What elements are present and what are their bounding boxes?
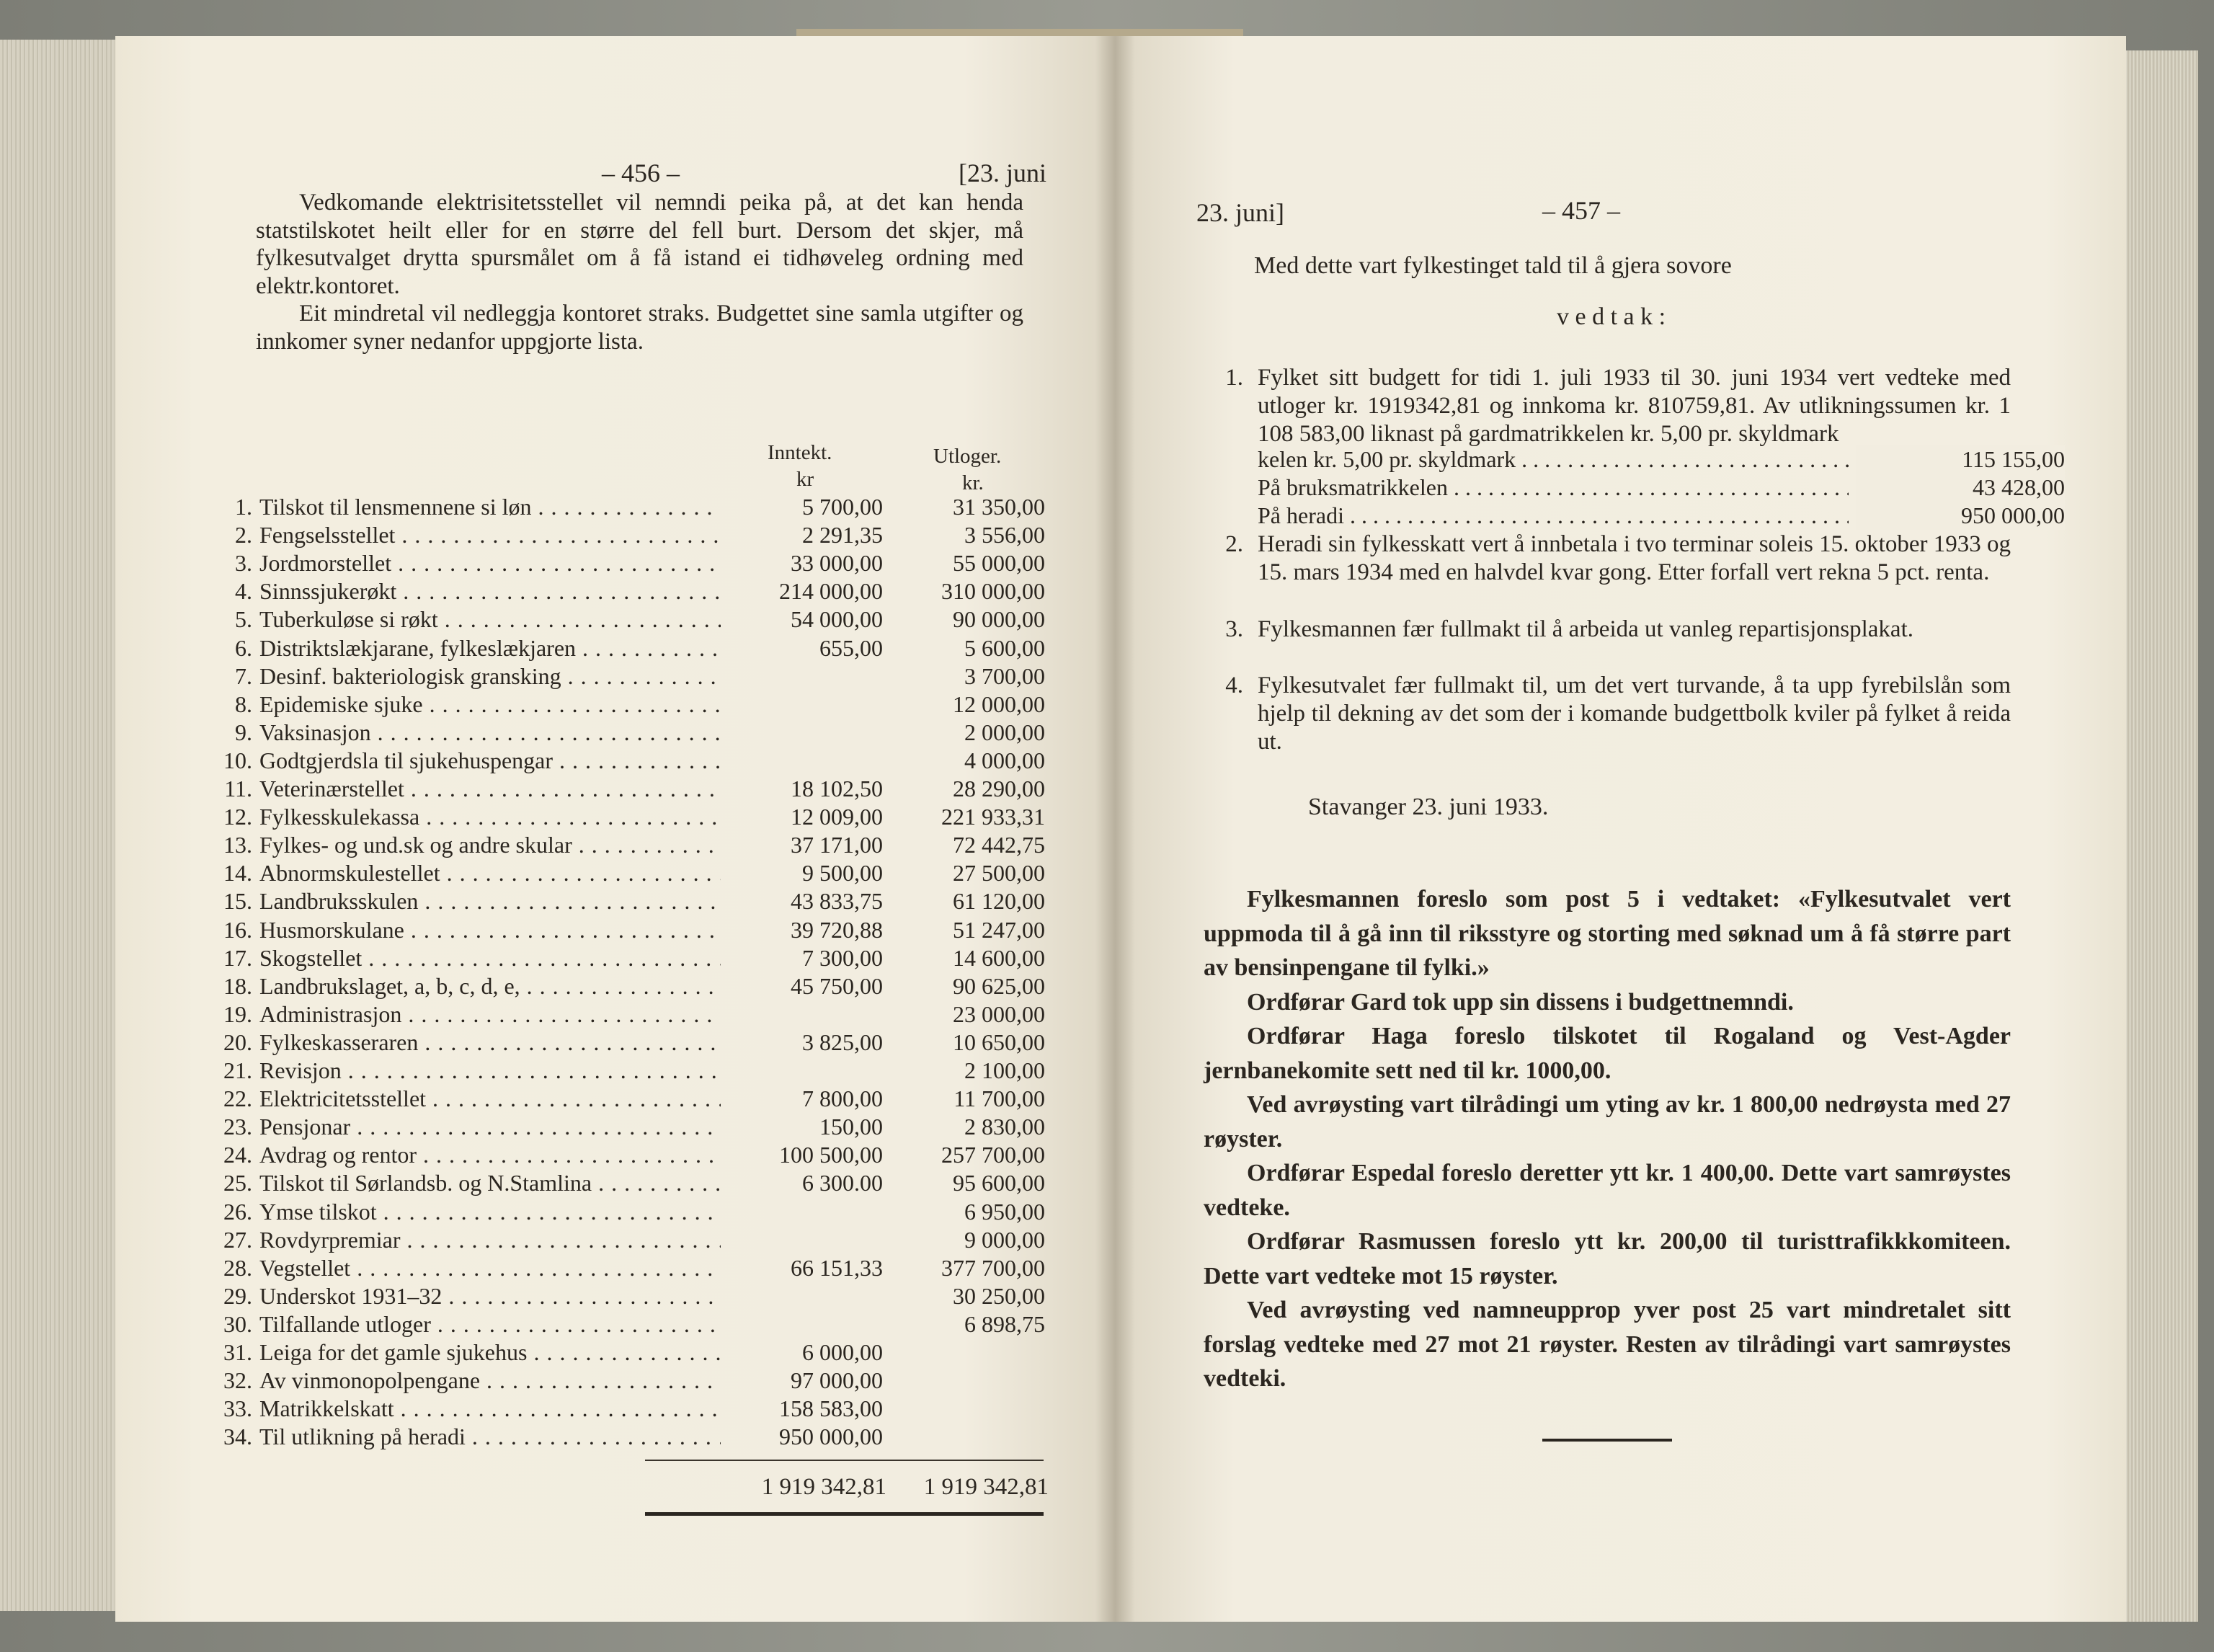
row-label: Rovdyrpremiar . . .	[259, 1226, 721, 1254]
row-utloger: 221 933,31	[941, 804, 1045, 830]
row-utloger: 90 000,00	[953, 606, 1045, 633]
levy-value: 950 000,00	[1856, 502, 2065, 530]
row-number: 6.	[235, 634, 252, 661]
table-row	[209, 605, 1045, 634]
row-inntekt: 66 151,33	[791, 1254, 883, 1281]
proceedings-paragraph: Ordførar Rasmussen foreslo ytt kr. 200,00 til turisttrafikkkomiteen. Dette vart vedteke mot 15 røyster.	[1204, 1228, 2011, 1289]
row-inntekt: 655,00	[819, 634, 883, 661]
row-inntekt: 158 583,00	[779, 1395, 883, 1422]
row-label: Vegstellet . . .	[259, 1254, 721, 1282]
row-number: 21.	[223, 1057, 252, 1083]
levy-line	[1258, 445, 2065, 474]
row-inntekt: 100 500,00	[779, 1142, 883, 1168]
row-number: 29.	[223, 1282, 252, 1309]
proceedings-paragraph: Ved avrøysting vart tilrådingi um yting av kr. 1 800,00 nedrøysta med 27 røyster.	[1204, 1091, 2011, 1153]
row-inntekt: 18 102,50	[791, 776, 883, 801]
row-label: Desinf. bakteriologisk gransking . . .	[259, 662, 721, 690]
intro-line: Med dette vart fylkestinget tald til å gjera sovore	[1254, 252, 1732, 279]
row-utloger: 3 556,00	[964, 522, 1045, 549]
row-label: Jordmorstellet . . .	[259, 549, 721, 577]
row-inntekt: 54 000,00	[791, 606, 883, 633]
row-label: Av vinmonopolpengane . . .	[259, 1367, 721, 1395]
item-body	[1258, 530, 2011, 587]
row-utloger: 377 700,00	[941, 1254, 1045, 1281]
left-page	[115, 36, 1113, 1622]
right-page	[1113, 36, 2126, 1622]
row-label: Epidemiske sjuke . . .	[259, 690, 721, 719]
levy-breakdown	[1258, 445, 2065, 530]
row-label: Husmorskulane . . .	[259, 916, 721, 944]
intro-paragraph-1: Vedkomande elektrisitetsstellet vil nemndi peika på, at det kan henda statstilskotet heilt eller for en større del fell burt. Dersom det skjer, må fylkesutvalget drytta spursmålet om å få istand ei tidhøveleg ordning med elektr.kontoret.	[256, 190, 1023, 299]
col-unit-inntekt: kr	[796, 468, 814, 491]
table-row	[209, 831, 1045, 859]
row-utloger: 5 600,00	[964, 634, 1045, 661]
row-label: Distriktslækjarane, fylkeslækjaren . . .	[259, 634, 721, 662]
item-text: Heradi sin fylkesskatt vert å innbetala i tvo terminar soleis 15. oktober 1933 og 15. mars 1934 med en halvdel kvar gong. Etter forfall vert rekna 5 pct. renta.	[1258, 531, 2011, 585]
levy-line	[1258, 502, 2065, 530]
proceedings-paragraph: Ordførar Espedal foreslo deretter ytt kr. 1 400,00. Dette vart samrøystes vedteke.	[1204, 1160, 2011, 1221]
row-label: Administrasjon . . .	[259, 1000, 721, 1029]
end-rule	[1542, 1439, 1672, 1442]
page-edges-left	[0, 40, 126, 1611]
row-label: Fylkesskulekassa . . .	[259, 803, 721, 831]
row-number: 11.	[224, 776, 252, 801]
row-number: 13.	[223, 832, 252, 858]
row-number: 33.	[223, 1395, 252, 1422]
levy-line	[1258, 474, 2065, 502]
table-row	[209, 1198, 1045, 1226]
table-row	[209, 1000, 1045, 1029]
item-text: Fylkesutvalet fær fullmakt til, um det vert turvande, å ta upp fyrebilslån som hjelp til dekning av det som der i komande budgettbolk kviler på fylket å reida ut.	[1258, 672, 2011, 755]
table-row	[209, 1282, 1045, 1310]
row-utloger: 90 625,00	[953, 972, 1045, 999]
row-inntekt: 2 291,35	[802, 522, 883, 549]
row-inntekt: 43 833,75	[791, 888, 883, 915]
row-number: 17.	[223, 944, 252, 971]
row-utloger: 72 442,75	[953, 832, 1045, 858]
item-text: Fylkesmannen fær fullmakt til å arbeida ut vanleg repartisjonsplakat.	[1258, 616, 1913, 642]
row-inntekt: 97 000,00	[791, 1367, 883, 1394]
table-row	[209, 1169, 1045, 1197]
row-label: Fengselsstellet . . .	[259, 521, 721, 549]
table-row	[209, 1338, 1045, 1367]
table-row	[209, 577, 1045, 605]
row-utloger: 6 898,75	[964, 1310, 1045, 1337]
item-number: 3.	[1225, 616, 1243, 642]
row-utloger: 2 100,00	[964, 1057, 1045, 1083]
row-number: 34.	[223, 1424, 252, 1450]
col-header-inntekt: Inntekt.	[768, 441, 832, 464]
table-row	[209, 916, 1045, 944]
decision-item-2	[1214, 530, 2014, 615]
table-row	[209, 690, 1045, 719]
table-row	[209, 1254, 1045, 1282]
table-row	[209, 944, 1045, 972]
row-label: Tilfallande utloger . . .	[259, 1310, 721, 1338]
row-number: 8.	[235, 690, 252, 717]
row-number: 4.	[235, 578, 252, 605]
decision-item-3	[1214, 616, 2014, 672]
levy-label: På heradi . . .	[1258, 502, 1849, 530]
vedtak-heading: v e d t a k :	[1557, 303, 1666, 330]
row-label: Sinnssjukerøkt . . .	[259, 577, 721, 605]
row-number: 30.	[223, 1310, 252, 1337]
row-inntekt: 150,00	[819, 1114, 883, 1140]
table-row	[209, 521, 1045, 549]
table-row	[209, 549, 1045, 577]
book-gutter	[1095, 36, 1135, 1622]
table-row	[209, 887, 1045, 915]
intro-paragraph-2: Eit mindretal vil nedleggja kontoret straks. Budgettet sine samla utgifter og innkomer syner nedanfor uppgjorte lista.	[256, 301, 1023, 355]
row-utloger: 30 250,00	[953, 1282, 1045, 1309]
col-header-utloger: Utloger.	[933, 445, 1002, 468]
row-number: 2.	[235, 522, 252, 549]
row-label: Revisjon . . .	[259, 1057, 721, 1085]
double-rule	[645, 1512, 1044, 1516]
row-number: 25.	[223, 1170, 252, 1196]
levy-label: På bruksmatrikkelen . . .	[1258, 474, 1849, 502]
row-number: 22.	[223, 1085, 252, 1112]
row-utloger: 14 600,00	[953, 944, 1045, 971]
intro-text	[256, 189, 1023, 355]
row-label: Avdrag og rentor . . .	[259, 1141, 721, 1169]
table-row	[209, 1113, 1045, 1141]
levy-value: 115 155,00	[1856, 445, 2065, 474]
table-row	[209, 719, 1045, 747]
row-label: Fylkeskasseraren . . .	[259, 1029, 721, 1057]
row-number: 12.	[223, 804, 252, 830]
row-label: Vaksinasjon . . .	[259, 719, 721, 747]
row-label: Pensjonar . . .	[259, 1113, 721, 1141]
item-body	[1258, 364, 2011, 448]
row-label: Tilskot til lensmennene si løn . . .	[259, 493, 721, 521]
row-utloger: 31 350,00	[953, 494, 1045, 520]
row-utloger: 11 700,00	[953, 1085, 1045, 1112]
date-header: [23. juni	[959, 159, 1046, 187]
row-inntekt: 3 825,00	[802, 1029, 883, 1055]
row-inntekt: 5 700,00	[802, 494, 883, 520]
row-inntekt: 214 000,00	[779, 578, 883, 605]
row-label: Elektricitetsstellet . . .	[259, 1085, 721, 1113]
total-utloger: 1 919 342,81	[923, 1474, 1049, 1500]
row-label: Godtgjerdsla til sjukehuspengar . . .	[259, 747, 721, 775]
row-number: 18.	[223, 972, 252, 999]
row-number: 9.	[235, 719, 252, 745]
row-number: 20.	[223, 1029, 252, 1055]
row-inntekt: 9 500,00	[802, 860, 883, 887]
row-utloger: 55 000,00	[953, 550, 1045, 577]
page-number: – 457 –	[1542, 196, 1620, 225]
row-number: 31.	[223, 1339, 252, 1365]
table-row	[209, 859, 1045, 887]
item-number: 4.	[1225, 672, 1243, 698]
row-inntekt: 33 000,00	[791, 550, 883, 577]
row-utloger: 95 600,00	[953, 1170, 1045, 1196]
row-number: 5.	[235, 606, 252, 633]
row-label: Leiga for det gamle sjukehus . . .	[259, 1338, 721, 1367]
table-row	[209, 1141, 1045, 1169]
proceedings	[1204, 882, 2011, 1396]
total-inntekt: 1 919 342,81	[761, 1474, 886, 1500]
row-inntekt: 37 171,00	[791, 832, 883, 858]
row-number: 1.	[235, 494, 252, 520]
row-utloger: 10 650,00	[953, 1029, 1045, 1055]
table-row	[209, 747, 1045, 775]
row-utloger: 4 000,00	[964, 747, 1045, 773]
item-body	[1258, 616, 2011, 644]
row-utloger: 51 247,00	[953, 916, 1045, 943]
table-row	[209, 1423, 1045, 1451]
row-inntekt: 950 000,00	[779, 1424, 883, 1450]
row-number: 16.	[223, 916, 252, 943]
table-row	[209, 493, 1045, 521]
table-row	[209, 972, 1045, 1000]
col-unit-utloger: kr.	[962, 471, 984, 494]
row-number: 26.	[223, 1198, 252, 1225]
row-label: Veterinærstellet . . .	[259, 775, 721, 803]
row-inntekt: 45 750,00	[791, 972, 883, 999]
date-header: 23. juni]	[1196, 198, 1284, 227]
row-label: Ymse tilskot . . .	[259, 1198, 721, 1226]
proceedings-paragraph: Ved avrøysting ved namneupprop yver post 25 vart mindretalet sitt forslag vedteke med 27 mot 21 røyster. Resten av tilrådingi vart samrøystes vedteki.	[1204, 1297, 2011, 1392]
table-row	[209, 1085, 1045, 1113]
proceedings-paragraph: Ordførar Gard tok upp sin dissens i budgettnemndi.	[1247, 988, 1794, 1016]
row-label: Fylkes- og und.sk og andre skular . . .	[259, 831, 721, 859]
row-number: 24.	[223, 1142, 252, 1168]
row-inntekt: 7 800,00	[802, 1085, 883, 1112]
row-utloger: 257 700,00	[941, 1142, 1045, 1168]
row-number: 14.	[223, 860, 252, 887]
table-row	[209, 803, 1045, 831]
row-utloger: 2 000,00	[964, 719, 1045, 745]
row-inntekt: 6 000,00	[802, 1339, 883, 1365]
table-row	[209, 1310, 1045, 1338]
row-number: 15.	[223, 888, 252, 915]
row-utloger: 23 000,00	[953, 1000, 1045, 1027]
sum-rule	[645, 1460, 1044, 1461]
row-number: 28.	[223, 1254, 252, 1281]
row-label: Abnormskulestellet . . .	[259, 859, 721, 887]
row-label: Tuberkuløse si røkt . . .	[259, 605, 721, 634]
table-row	[209, 1367, 1045, 1395]
budget-table	[209, 493, 1045, 1459]
row-number: 10.	[223, 747, 252, 773]
proceedings-paragraph: Fylkesmannen foreslo som post 5 i vedtaket: «Fylkesutvalet vert uppmoda til å gå inn til riksstyre og storting med søknad um å få større part av bensinpengane til fylki.»	[1204, 886, 2011, 981]
table-row	[209, 662, 1045, 690]
row-inntekt: 6 300.00	[802, 1170, 883, 1196]
decision-item-4	[1214, 672, 2014, 756]
row-label: Underskot 1931–32 . . .	[259, 1282, 721, 1310]
row-inntekt: 39 720,88	[791, 916, 883, 943]
row-number: 23.	[223, 1114, 252, 1140]
item-body	[1258, 672, 2011, 756]
row-label: Tilskot til Sørlandsb. og N.Stamlina . . .	[259, 1169, 721, 1197]
page-number: – 456 –	[602, 159, 680, 187]
item-number: 2.	[1225, 531, 1243, 557]
row-utloger: 2 830,00	[964, 1114, 1045, 1140]
row-label: Matrikkelskatt . . .	[259, 1395, 721, 1423]
levy-value: 43 428,00	[1856, 474, 2065, 502]
table-row	[209, 1057, 1045, 1085]
row-utloger: 61 120,00	[953, 888, 1045, 915]
row-utloger: 310 000,00	[941, 578, 1045, 605]
row-number: 27.	[223, 1226, 252, 1253]
item-text: Fylket sitt budgett for tidi 1. juli 1933 til 30. juni 1934 vert vedteke med utloger kr. 1919342,81 og innkoma kr. 810759,81. Av utlikningssumen kr. 1 108 583,00 liknast på gardmatrikkelen kr. 5,00 pr. skyldmark	[1258, 365, 2011, 447]
row-utloger: 27 500,00	[953, 860, 1045, 887]
row-utloger: 6 950,00	[964, 1198, 1045, 1225]
row-utloger: 3 700,00	[964, 662, 1045, 689]
table-row	[209, 634, 1045, 662]
row-label: Landbruksskulen . . .	[259, 887, 721, 915]
row-utloger: 12 000,00	[953, 690, 1045, 717]
row-label: Til utlikning på heradi . . .	[259, 1423, 721, 1451]
row-number: 19.	[223, 1000, 252, 1027]
table-row	[209, 1029, 1045, 1057]
page-edges-right	[2126, 50, 2198, 1622]
row-number: 3.	[235, 550, 252, 577]
row-utloger: 28 290,00	[953, 776, 1045, 801]
item-number: 1.	[1225, 365, 1243, 391]
table-row	[209, 775, 1045, 803]
proceedings-paragraph: Ordførar Haga foreslo tilskotet til Rogaland og Vest-Agder jernbanekomite sett ned til kr. 1000,00.	[1204, 1023, 2011, 1084]
row-number: 32.	[223, 1367, 252, 1394]
row-number: 7.	[235, 662, 252, 689]
place-date: Stavanger 23. juni 1933.	[1308, 794, 1549, 820]
row-label: Skogstellet . . .	[259, 944, 721, 972]
table-row	[209, 1395, 1045, 1423]
row-utloger: 9 000,00	[964, 1226, 1045, 1253]
levy-label: kelen kr. 5,00 pr. skyldmark . . .	[1258, 445, 1849, 474]
table-row	[209, 1226, 1045, 1254]
row-inntekt: 12 009,00	[791, 804, 883, 830]
row-inntekt: 7 300,00	[802, 944, 883, 971]
row-label: Landbrukslaget, a, b, c, d, e, . . .	[259, 972, 721, 1000]
